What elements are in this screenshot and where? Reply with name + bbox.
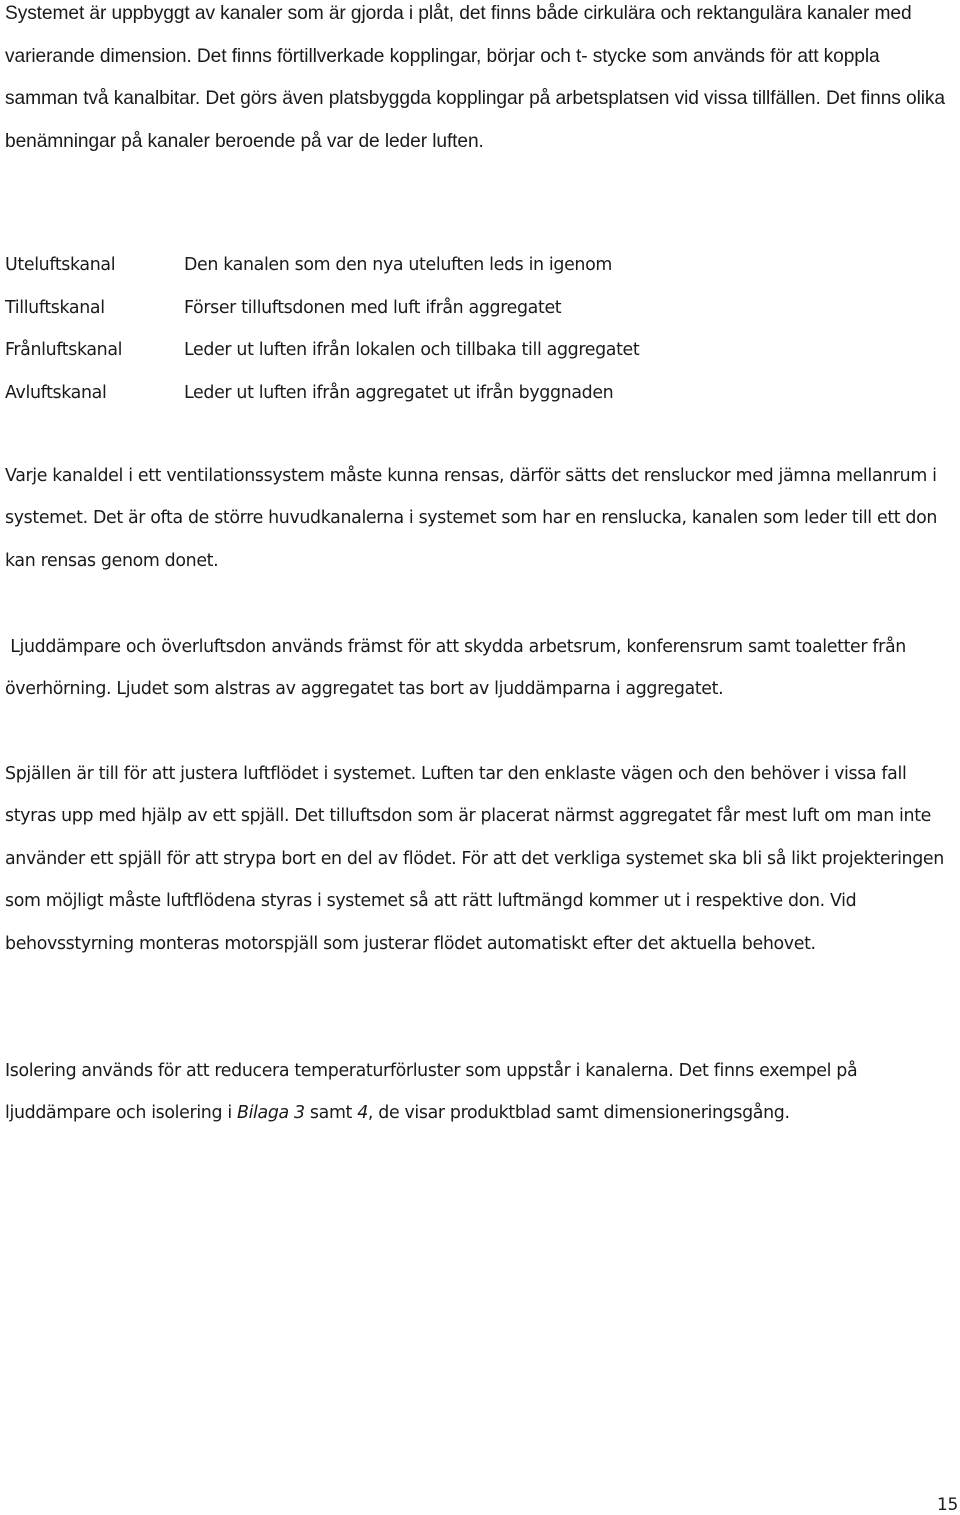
duct-type-description: Leder ut luften ifrån aggregatet ut ifrån byggnaden: [184, 382, 614, 403]
duct-type-term: Frånluftskanal: [5, 340, 123, 361]
appendix-reference: 4: [357, 1103, 368, 1124]
insulation-text-part: Isolering används för att reducera temperaturförluster som uppstår i kanalerna. Det finns exempel på ljuddämpare och isolering i: [5, 1061, 858, 1124]
cleaning-paragraph: Varje kanaldel i ett ventilationssystem måste kunna rensas, därför sätts det rensluckor med jämna mellanrum i systemet. Det är ofta de större huvudkanalerna i systemet som har en renslucka, kanalen som leder till ett don kan rensas genom donet.: [5, 466, 938, 571]
dampers-paragraph: Spjällen är till för att justera luftflödet i systemet. Luften tar den enklaste vägen och den behöver i vissa fall styras upp med hjälp av ett spjäll. Det tilluftsdon som är placerat närmst aggregatet får mest luft om man inte använder ett spjäll för att strypa bort en del av flödet. För att det verkliga systemet ska bli så likt projekteringen som möjligt måste luftflödena styras i systemet så att rätt luftmängd kommer ut i respektive don. Vid behovsstyrning monteras motorspjäll som justerar flödet automatiskt efter det aktuella behovet.: [5, 764, 944, 954]
insulation-text-part: , de visar produktblad samt dimensioneringsgång.: [367, 1103, 790, 1124]
duct-type-description: Den kanalen som den nya uteluften leds in igenom: [184, 255, 612, 276]
duct-type-description: Förser tilluftsdonen med luft ifrån aggregatet: [184, 297, 562, 318]
page-number: 15: [936, 1495, 958, 1515]
duct-type-term: Uteluftskanal: [5, 255, 116, 276]
duct-type-description: Leder ut luften ifrån lokalen och tillbaka till aggregatet: [184, 340, 640, 361]
duct-type-term: Avluftskanal: [5, 382, 107, 403]
duct-type-row: [5, 244, 905, 287]
duct-type-row: [5, 287, 905, 330]
duct-types-list: [5, 244, 905, 414]
duct-type-row: [5, 372, 905, 415]
silencers-paragraph: Ljuddämpare och överluftsdon används främst för att skydda arbetsrum, konferensrum samt toaletter från överhörning. Ljudet som alstras av aggregatet tas bort av ljuddämparna i aggregatet.: [5, 637, 912, 700]
duct-type-term: Tilluftskanal: [5, 297, 105, 318]
appendix-reference: Bilaga 3: [237, 1103, 305, 1124]
insulation-text-part: samt: [304, 1103, 358, 1124]
insulation-paragraph: [5, 1050, 957, 1135]
duct-type-row: [5, 329, 905, 372]
intro-paragraph: Systemet är uppbyggt av kanaler som är gjorda i plåt, det finns både cirkulära och rektangulära kanaler med varierande dimension. Det finns förtillverkade kopplingar, börjar och t- stycke som används för att koppla samman två kanalbitar. Det görs även platsbyggda kopplingar på arbetsplatsen vid vissa tillfällen. Det finns olika benämningar på kanaler beroende på var de leder luften.: [5, 3, 945, 152]
